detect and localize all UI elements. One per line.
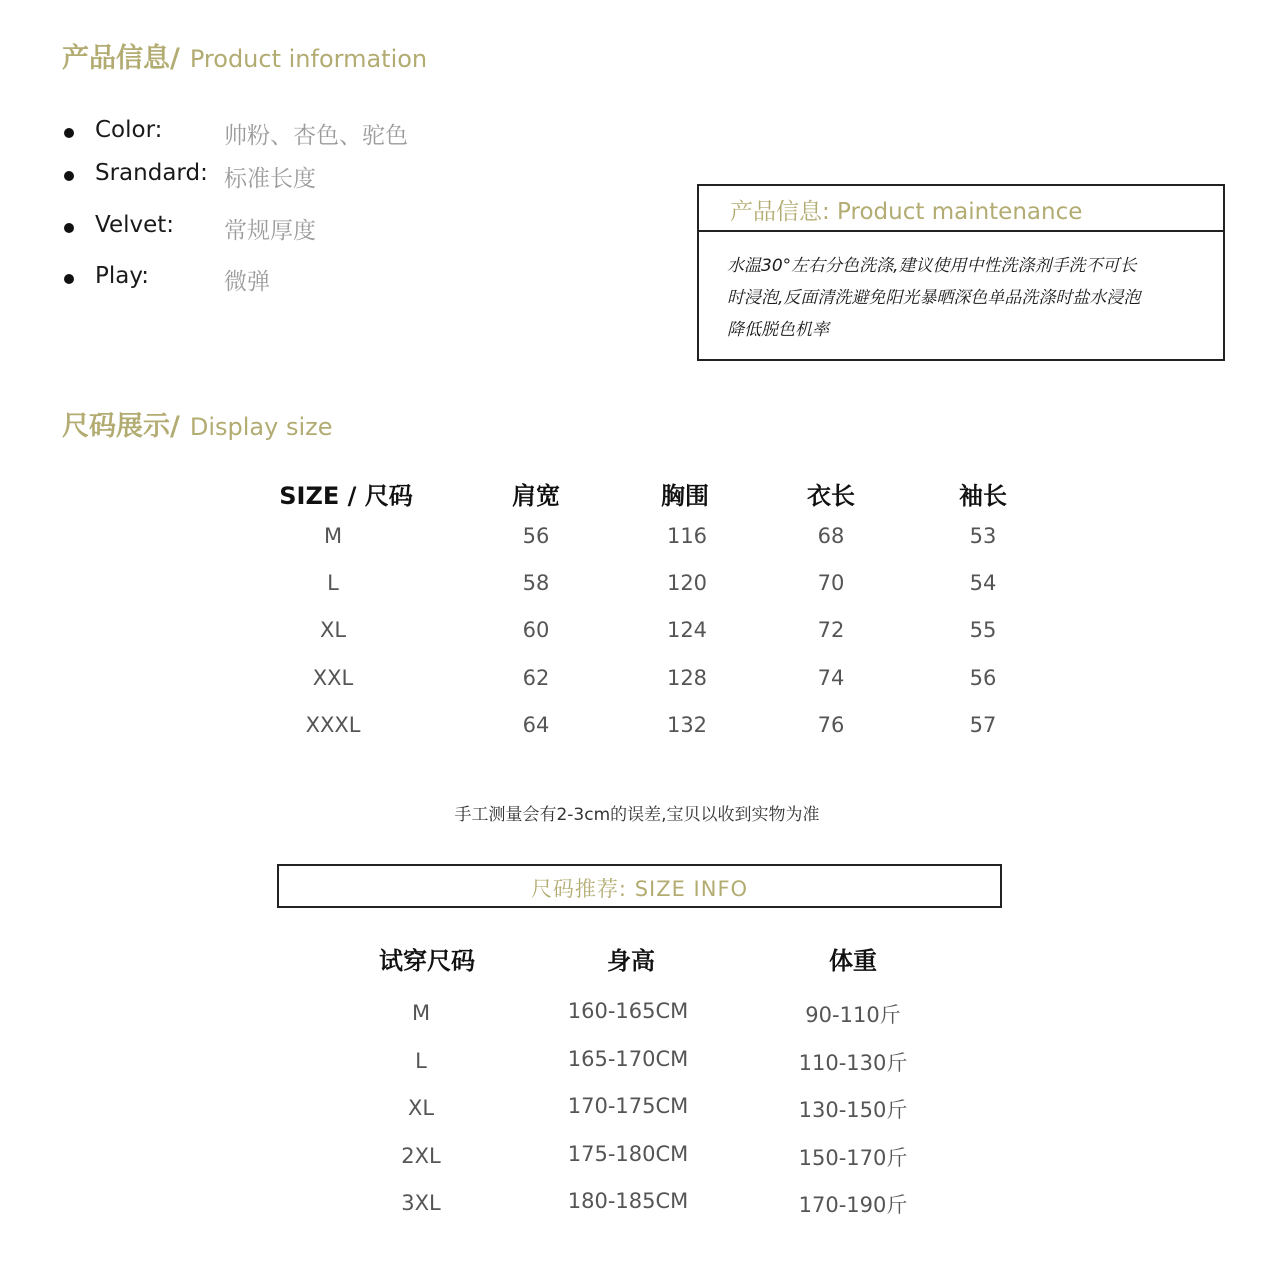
recommendation-cell: 180-185CM	[567, 1189, 689, 1213]
attribute-label: Play:	[95, 263, 150, 289]
product-info-title-en: Product information	[189, 45, 428, 73]
bullet-icon	[64, 223, 74, 233]
size-table-cell: 76	[817, 713, 845, 737]
size-table-cell: 116	[666, 524, 708, 548]
attribute-label: Velvet:	[95, 212, 175, 238]
size-table-cell: 128	[666, 666, 708, 690]
size-table-cell: 120	[666, 571, 708, 595]
size-table-cell: 64	[522, 713, 550, 737]
size-table-cell: 60	[522, 618, 550, 642]
attribute-row-standard	[62, 158, 582, 194]
attribute-value: 标准长度	[224, 166, 316, 192]
maintenance-line: 水温30°左右分色洗涤,建议使用中性洗涤剂手洗不可长	[727, 256, 1137, 276]
size-table-cell: 124	[666, 618, 708, 642]
size-table-cell: 70	[817, 571, 845, 595]
display-size-title	[62, 404, 333, 443]
size-table-header: 袖长	[959, 482, 1007, 510]
recommendation-header: 体重	[829, 947, 877, 975]
size-table-cell: M	[323, 524, 343, 548]
recommendation-cell: XL	[407, 1096, 435, 1120]
size-table-cell: XXXL	[305, 713, 361, 737]
attribute-value: 微弹	[224, 269, 270, 295]
recommendation-cell: 90-110斤	[805, 1003, 901, 1027]
bullet-icon	[64, 128, 74, 138]
recommendation-cell: 170-190斤	[798, 1193, 908, 1217]
attribute-label: Color:	[95, 117, 163, 143]
size-table-cell: 57	[969, 713, 997, 737]
size-table-cell: 62	[522, 666, 550, 690]
attribute-value: 常规厚度	[224, 218, 316, 244]
recommendation-header: 身高	[607, 947, 655, 975]
size-table-cell: XXL	[312, 666, 354, 690]
maintenance-title: 产品信息: Product maintenance	[730, 199, 1083, 225]
size-table-cell: 72	[817, 618, 845, 642]
recommendation-cell: 175-180CM	[567, 1142, 689, 1166]
size-table-cell: 53	[969, 524, 997, 548]
size-table	[250, 470, 1050, 750]
size-table-header: 胸围	[661, 482, 709, 510]
size-table-cell: XL	[319, 618, 347, 642]
attribute-label: Srandard:	[95, 160, 208, 186]
recommendation-cell: L	[415, 1049, 427, 1073]
attribute-value: 帅粉、杏色、驼色	[224, 123, 408, 149]
product-info-title	[62, 36, 427, 75]
size-table-header: 肩宽	[512, 482, 560, 510]
maintenance-line: 降低脱色机率	[727, 320, 829, 340]
recommendation-cell: M	[411, 1001, 431, 1025]
maintenance-line: 时浸泡,反面清洗避免阳光暴晒深色单品洗涤时盐水浸泡	[727, 288, 1141, 308]
recommendation-cell: 110-130斤	[798, 1051, 908, 1075]
size-table-cell: 74	[817, 666, 845, 690]
bullet-icon	[64, 274, 74, 284]
recommendation-cell: 3XL	[401, 1191, 441, 1215]
size-info-title: 尺码推荐: SIZE INFO	[530, 877, 749, 901]
recommendation-cell: 150-170斤	[798, 1146, 908, 1170]
size-table-cell: 54	[969, 571, 997, 595]
maintenance-header	[699, 186, 1223, 232]
size-recommendation-table	[300, 935, 1000, 1225]
recommendation-cell: 170-175CM	[567, 1094, 689, 1118]
product-info-title-cn: 产品信息/	[62, 43, 180, 74]
size-table-cell: 56	[969, 666, 997, 690]
recommendation-cell: 2XL	[401, 1144, 441, 1168]
size-table-cell: L	[327, 571, 339, 595]
recommendation-cell: 130-150斤	[798, 1098, 908, 1122]
display-size-title-cn: 尺码展示/	[62, 411, 180, 442]
size-table-cell: 55	[969, 618, 997, 642]
size-table-header: SIZE / 尺码	[279, 482, 413, 510]
maintenance-box	[697, 184, 1225, 361]
bullet-icon	[64, 171, 74, 181]
recommendation-header: 试穿尺码	[379, 947, 475, 975]
attribute-row-velvet	[62, 210, 582, 246]
attribute-list	[62, 115, 582, 305]
size-table-header: 衣长	[807, 482, 855, 510]
size-table-cell: 56	[522, 524, 550, 548]
attribute-row-play	[62, 261, 582, 297]
size-table-cell: 68	[817, 524, 845, 548]
measurement-note: 手工测量会有2-3cm的误差,宝贝以收到实物为准	[454, 805, 820, 825]
size-info-box	[277, 864, 1002, 908]
size-table-cell: 58	[522, 571, 550, 595]
size-table-cell: 132	[666, 713, 708, 737]
attribute-row-color	[62, 115, 582, 151]
display-size-title-en: Display size	[189, 413, 333, 441]
recommendation-cell: 165-170CM	[567, 1047, 689, 1071]
recommendation-cell: 160-165CM	[567, 999, 689, 1023]
maintenance-text	[727, 250, 1197, 346]
